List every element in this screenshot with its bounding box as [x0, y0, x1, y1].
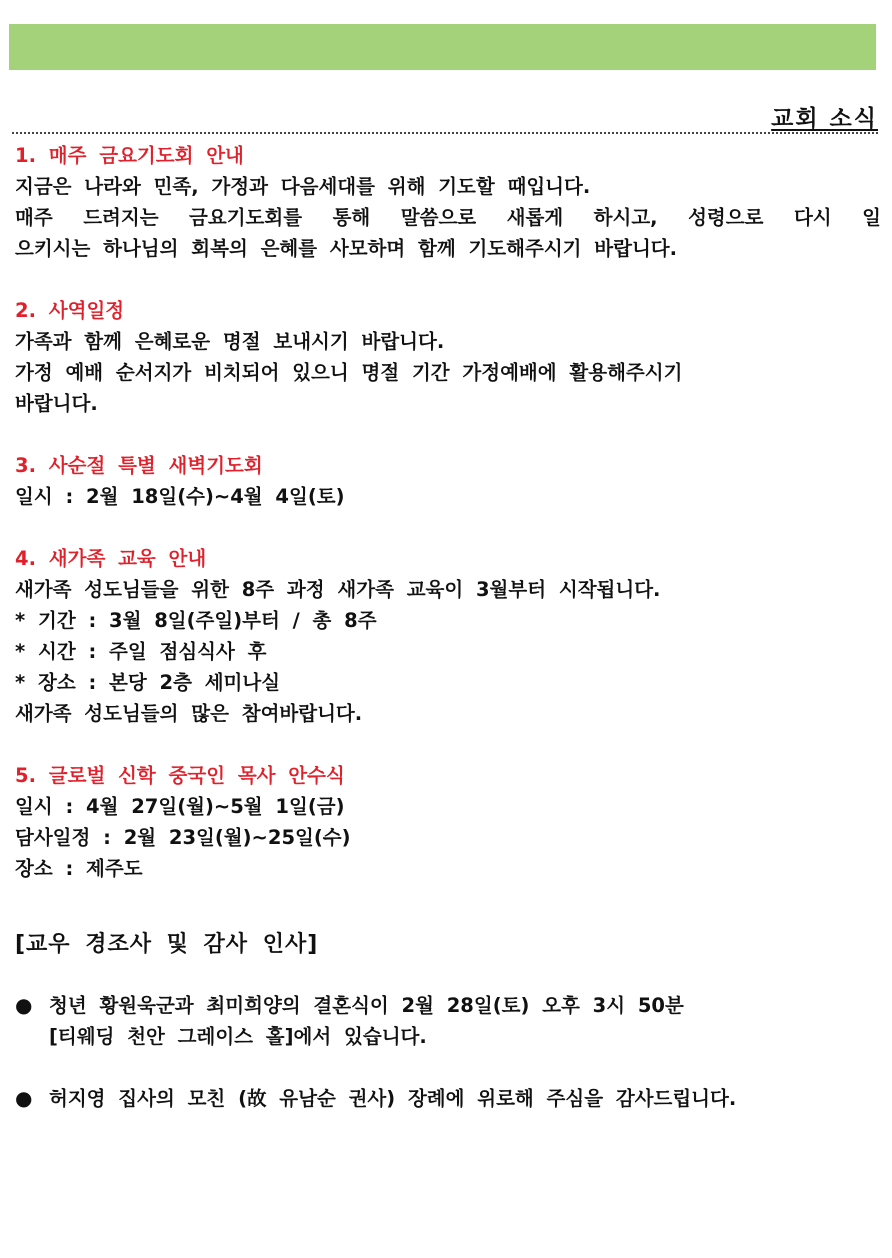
- section-newcomer-education: [15, 543, 881, 729]
- section-line: * 장소 : 본당 2층 세미나실: [15, 671, 281, 694]
- section-line: 바랍니다.: [15, 392, 98, 415]
- section-line: 지금은 나라와 민족, 가정과 다음세대를 위해 기도할 때입니다.: [15, 175, 591, 198]
- section-line: 장소 : 제주도: [15, 857, 143, 880]
- announcements-content: [15, 140, 881, 1145]
- people-news-line: 허지영 집사의 모친 (故 유남순 권사) 장례에 위로해 주심을 감사드립니다.: [49, 1087, 737, 1110]
- bullet-icon: ●: [15, 1086, 33, 1110]
- section-line: * 기간 : 3월 8일(주일)부터 / 총 8주: [15, 609, 377, 632]
- page-title: 교회 소식: [771, 106, 878, 132]
- section-title: 1. 매주 금요기도회 안내: [15, 144, 244, 167]
- header-color-bar: [9, 24, 876, 70]
- section-line: 으키시는 하나님의 회복의 은혜를 사모하며 함께 기도해주시기 바랍니다.: [15, 237, 678, 260]
- section-line: 담사일정 : 2월 23일(월)~25일(수): [15, 826, 351, 849]
- section-line: 매주 드려지는 금요기도회를 통해 말씀으로 새롭게 하시고, 성령으로 다시 일: [15, 206, 881, 229]
- section-line: * 시간 : 주일 점심식사 후: [15, 640, 267, 663]
- section-line: 일시 : 4월 27일(월)~5월 1일(금): [15, 795, 345, 818]
- section-title: 3. 사순절 특별 새벽기도회: [15, 454, 263, 477]
- section-ordination: [15, 760, 881, 884]
- section-line: 가정 예배 순서지가 비치되어 있으니 명절 기간 가정예배에 활용해주시기: [15, 361, 683, 384]
- people-news-title: [교우 경조사 및 감사 인사]: [15, 932, 319, 957]
- people-news-item: [15, 990, 881, 1052]
- section-line: 새가족 성도님들의 많은 참여바랍니다.: [15, 702, 363, 725]
- section-friday-prayer: [15, 140, 881, 264]
- section-ministry-schedule: [15, 295, 881, 419]
- section-title: 5. 글로벌 신학 중국인 목사 안수식: [15, 764, 345, 787]
- header-row: [12, 100, 878, 134]
- section-lent-dawn-prayer: [15, 450, 881, 512]
- section-line: 가족과 함께 은혜로운 명절 보내시기 바랍니다.: [15, 330, 445, 353]
- people-news-item: [15, 1083, 881, 1114]
- people-news-line: [티웨딩 천안 그레이스 홀]에서 있습니다.: [49, 1025, 427, 1048]
- section-line: 일시 : 2월 18일(수)~4월 4일(토): [15, 485, 345, 508]
- bullet-icon: ●: [15, 993, 33, 1017]
- section-title: 4. 새가족 교육 안내: [15, 547, 207, 570]
- section-title: 2. 사역일정: [15, 299, 125, 322]
- section-line: 새가족 성도님들을 위한 8주 과정 새가족 교육이 3월부터 시작됩니다.: [15, 578, 661, 601]
- people-news-line: 청년 황원욱군과 최미희양의 결혼식이 2월 28일(토) 오후 3시 50분: [49, 994, 684, 1017]
